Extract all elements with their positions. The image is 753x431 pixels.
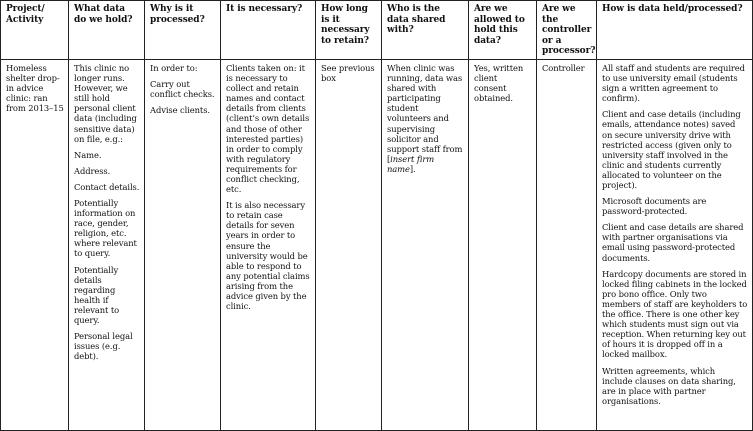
header-held-processed: How is data held/processed?: [597, 1, 753, 60]
project-text: Homeless shelter drop-in advice clinic: ran from 2013–15: [6, 62, 64, 114]
shared-with-main: When clinic was running, data was shared with participating student volunteers and supervising solicitor and support staff from [: [387, 62, 463, 164]
cell-allowed: [469, 59, 537, 430]
held-paragraph: Client and case details are shared with partner organisations via email using password-protected documents.: [602, 222, 744, 263]
data-held-item: Potentially information on race, gender, religion, etc. where relevant to query.: [74, 198, 137, 259]
data-held-intro: This clinic no longer runs. However, we still hold personal client data (including sensitive data) on file, e.g.:: [74, 62, 137, 144]
header-retention: How long is it necessary to retain?: [316, 1, 382, 60]
data-held-item: Address.: [74, 165, 111, 176]
cell-held-processed: [597, 59, 753, 430]
data-held-item: Potentially details regarding health if relevant to query.: [74, 264, 120, 326]
shared-with-end: ].: [409, 163, 416, 174]
cell-controller: [537, 59, 597, 430]
why-item: Advise clients.: [150, 105, 210, 116]
cell-necessary: [221, 59, 316, 430]
header-data-held: What data do we hold?: [69, 1, 145, 60]
controller-text: Controller: [542, 62, 585, 73]
header-project: Project/ Activity: [1, 1, 69, 60]
header-row: [1, 1, 753, 60]
held-paragraph: Hardcopy documents are stored in locked filing cabinets in the locked pro bono office. Only two members of staff are keyholders to the office. There is one other key which students must sign out via reception. When returning key out of hours it is dropped off in a locked mailbox.: [602, 268, 748, 360]
cell-project: [1, 59, 69, 430]
allowed-text: Yes, written client consent obtained.: [474, 62, 524, 104]
why-item: Carry out conflict checks.: [150, 79, 215, 100]
header-shared-with: Who is the data shared with?: [382, 1, 469, 60]
data-held-item: Contact details.: [74, 181, 140, 192]
held-paragraph: Microsoft documents are password-protected.: [602, 196, 707, 217]
necessary-paragraph: Clients taken on: it is necessary to collect and retain names and contact details from clients (client’s own details and those of other interested parties) in order to comply with regulatory requirements for conflict checking, etc.: [226, 62, 310, 195]
held-paragraph: Client and case details (including emails, attendance notes) saved on secure university drive with restricted access (given only to university staff involved in the clinic and students currently allocated to volunteer on the project).: [602, 109, 741, 190]
header-controller: Are we the controller or a processor?: [537, 1, 597, 60]
table-row: [1, 59, 753, 430]
header-necessary: It is necessary?: [221, 1, 316, 60]
cell-shared-with: [382, 59, 469, 430]
cell-why-processed: [145, 59, 221, 430]
why-intro: In order to:: [150, 62, 198, 73]
retention-text: See previous box: [321, 62, 375, 84]
shared-with-text: [387, 63, 464, 174]
held-paragraph: All staff and students are required to use university email (students sign a written agreement to confirm).: [602, 62, 745, 104]
data-held-item: Personal legal issues (e.g. debt).: [74, 331, 133, 362]
cell-data-held: [69, 59, 145, 430]
header-allowed: Are we allowed to hold this data?: [469, 1, 537, 60]
shared-with-placeholder: insert firm name: [387, 153, 435, 174]
necessary-paragraph: It is also necessary to retain case details for seven years in order to ensure the university would be able to respond to any potential claims arising from the advice given by the clinic.: [226, 200, 310, 312]
header-why-processed: Why is it processed?: [145, 1, 221, 60]
data-held-item: Name.: [74, 149, 102, 160]
cell-retention: [316, 59, 382, 430]
held-paragraph: Written agreements, which include clauses on data sharing, are in place with partner organisations.: [602, 365, 736, 406]
